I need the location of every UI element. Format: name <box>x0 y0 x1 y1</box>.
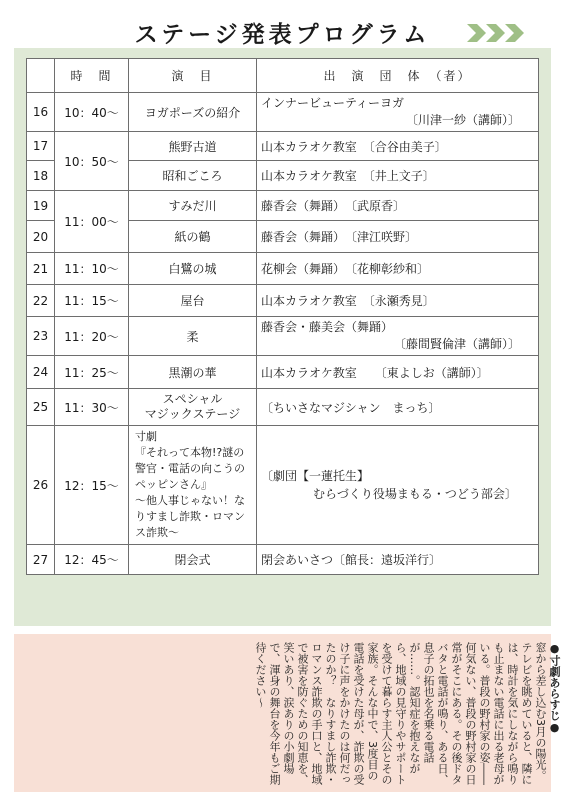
row-time: 12：15〜 <box>55 426 129 545</box>
performer-name: インナービューティーヨガ <box>261 96 405 110</box>
row-performer: 山本カラオケ教室 〔東よしお（講師）〕 <box>257 356 539 389</box>
row-time: 11：10〜 <box>55 253 129 285</box>
row-number: 24 <box>27 356 55 389</box>
table-row <box>27 253 539 285</box>
table-row <box>27 545 539 575</box>
table-row <box>27 285 539 317</box>
table-row <box>27 317 539 356</box>
row-number: 17 <box>27 132 55 161</box>
row-number: 23 <box>27 317 55 356</box>
row-number: 21 <box>27 253 55 285</box>
row-performer: 藤香会（舞踊） 〔津江咲野〕 <box>257 221 539 253</box>
performer-group: むらづくり役場まもる・つどう部会〕 <box>313 487 517 501</box>
row-time: 11：20〜 <box>55 317 129 356</box>
row-program: 屋台 <box>129 285 257 317</box>
row-performer: 花柳会（舞踊） 〔花柳彰紗和〕 <box>257 253 539 285</box>
table-row <box>27 132 539 161</box>
row-performer: 山本カラオケ教室 〔合谷由美子〕 <box>257 132 539 161</box>
row-performer <box>257 93 539 132</box>
row-time: 10：50〜 <box>55 132 129 191</box>
row-time: 11：25〜 <box>55 356 129 389</box>
row-number: 19 <box>27 191 55 221</box>
row-program: 熊野古道 <box>129 132 257 161</box>
synopsis-title: ●寸劇あらすじ● <box>548 642 561 734</box>
row-program: スペシャル マジックステージ <box>129 389 257 426</box>
row-program: ヨガポーズの紹介 <box>129 93 257 132</box>
header-program: 演 目 <box>129 59 257 93</box>
row-performer: 山本カラオケ教室 〔井上文子〕 <box>257 161 539 191</box>
row-number: 18 <box>27 161 55 191</box>
row-performer: 閉会あいさつ〔館長：遠坂洋行〕 <box>257 545 539 575</box>
row-program: すみだ川 <box>129 191 257 221</box>
row-program: 紙の鶴 <box>129 221 257 253</box>
row-program: 寸劇 『それって本物!?謎の警官・電話の向こうのペッピンさん』 〜他人事じゃない！なりすまし詐欺・ロマンス詐欺〜 <box>129 426 257 545</box>
synopsis-text <box>34 642 561 788</box>
header-number <box>27 59 55 93</box>
row-performer: 藤香会（舞踊） 〔武原香〕 <box>257 191 539 221</box>
row-number: 22 <box>27 285 55 317</box>
table-row <box>27 389 539 426</box>
page-title: ステージ発表プログラム <box>134 21 431 48</box>
row-time: 12：45〜 <box>55 545 129 575</box>
row-number: 27 <box>27 545 55 575</box>
table-row <box>27 426 539 545</box>
table-header-row <box>27 59 539 93</box>
program-table <box>26 58 539 575</box>
row-performer <box>257 317 539 356</box>
chevron-decoration-icon <box>467 24 525 42</box>
row-performer: 〔ちいさなマジシャン まっち〕 <box>257 389 539 426</box>
row-number: 26 <box>27 426 55 545</box>
performer-name: 〔劇団【一蓮托生】 <box>261 469 370 483</box>
performer-instructor: 〔藤間賢倫津（講師）〕 <box>393 337 520 351</box>
row-program: 柔 <box>129 317 257 356</box>
row-program: 黒潮の華 <box>129 356 257 389</box>
synopsis-box <box>14 634 561 792</box>
row-time: 10：40〜 <box>55 93 129 132</box>
header-performer: 出 演 団 体 （者） <box>257 59 539 93</box>
synopsis-body: 窓から差し込む3月の陽光。テレビを眺めていると、隣には、時計を気にしながら鳴りも止まない電話に出る老母がいる。普段の野村家の姿――何気ない、普段の野村家の日常がそこにある。その後ドタバタと電話が鳴り、ある日、息子の拓也を名乗る電話が……。認知症を抱えながら、地域の見守りやサポートを受けて暮らす主人公とその家族。そんな中で、3度目の電話を受けた母が、詐欺の受け子に声をかけたのは何だったのか？ なりすまし詐欺・ロマンス詐欺の手口と、地域で被害を防ぐための知恵を、笑いあり、涙ありの小劇場で、渾身の舞台を今年もご期待ください〜 <box>254 642 547 785</box>
row-time: 11：30〜 <box>55 389 129 426</box>
header-time: 時 間 <box>55 59 129 93</box>
row-number: 25 <box>27 389 55 426</box>
row-program: 閉会式 <box>129 545 257 575</box>
row-time: 11：15〜 <box>55 285 129 317</box>
performer-name: 藤香会・藤美会（舞踊） <box>261 320 394 334</box>
table-row <box>27 356 539 389</box>
row-program: 白鷺の城 <box>129 253 257 285</box>
row-time: 11：00〜 <box>55 191 129 253</box>
performer-instructor: 〔川津一紗（講師）〕 <box>405 113 520 127</box>
row-number: 20 <box>27 221 55 253</box>
row-performer: 山本カラオケ教室 〔永瀬秀見〕 <box>257 285 539 317</box>
row-program: 昭和ごころ <box>129 161 257 191</box>
table-row <box>27 191 539 221</box>
table-row <box>27 93 539 132</box>
row-number: 16 <box>27 93 55 132</box>
row-performer <box>257 426 539 545</box>
